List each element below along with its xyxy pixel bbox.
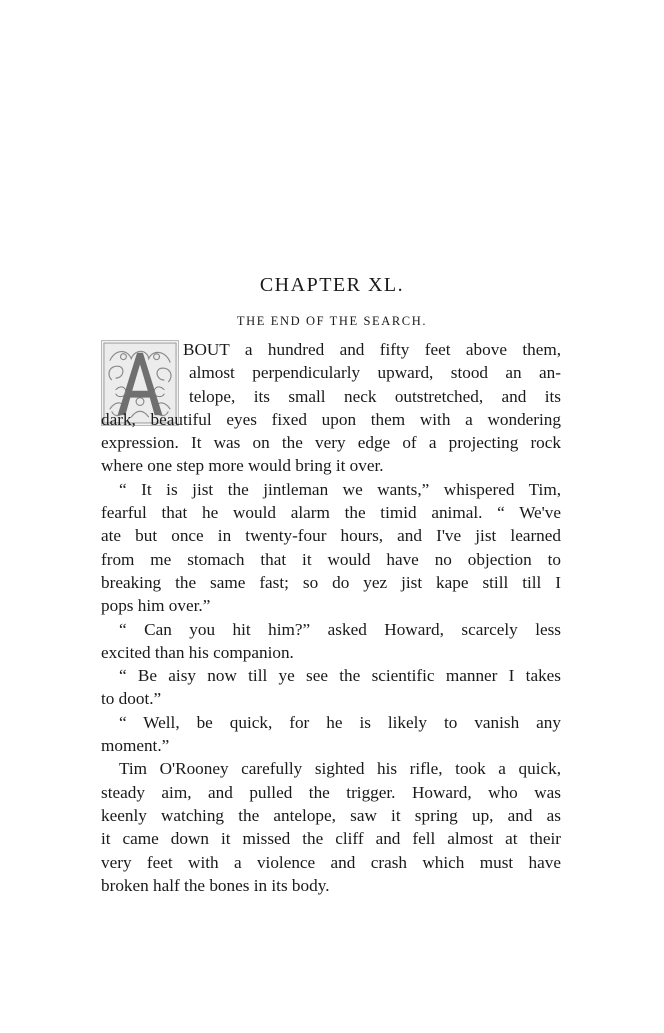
chapter-subtitle: THE END OF THE SEARCH. (236, 314, 428, 328)
text-line: Tim O'Rooney carefully sighted his rifle, took a quick, (119, 759, 561, 779)
text-line: BOUT a hundred and fifty feet above them, (183, 340, 561, 359)
text-line: pops him over.” (101, 596, 211, 616)
text-line: almost perpendicularly upward, stood an an- (189, 363, 561, 383)
text-line: expression. It was on the very edge of a projecting rock (101, 433, 561, 453)
text-line: ate but once in twenty-four hours, and I've jist learned (101, 526, 561, 546)
text-line: fearful that he would alarm the timid animal. “ We've (101, 503, 561, 523)
text-line: “ Well, be quick, for he is likely to vanish any (119, 712, 561, 732)
text-line: “ It is jist the jintleman we wants,” whispered Tim, (119, 479, 561, 499)
text-line: where one step more would bring it over. (101, 456, 384, 476)
text-line: it came down it missed the cliff and fell almost at their (101, 829, 561, 849)
text-line: telope, its small neck outstretched, and its (189, 386, 561, 406)
text-line: “ Be aisy now till ye see the scientific manner I takes (119, 666, 561, 686)
text-line: to doot.” (101, 689, 162, 709)
text-line: excited than his companion. (101, 642, 294, 662)
text-line: dark, beautiful eyes fixed upon them with a wondering (101, 409, 561, 429)
text-line: broken half the bones in its body. (101, 875, 330, 895)
text-line: breaking the same fast; so do yez jist kape still till I (101, 572, 561, 592)
chapter-body (101, 338, 561, 897)
text-line: steady aim, and pulled the trigger. Howard, who was (101, 782, 561, 802)
text-line: from me stomach that it would have no objection to (101, 549, 561, 569)
chapter-title: CHAPTER XL. (259, 274, 405, 296)
text-line: moment.” (101, 736, 170, 756)
text-line: very feet with a violence and crash which must have (101, 852, 561, 872)
text-line: “ Can you hit him?” asked Howard, scarcely less (119, 619, 561, 639)
text-line: keenly watching the antelope, saw it spring up, and as (101, 805, 561, 825)
